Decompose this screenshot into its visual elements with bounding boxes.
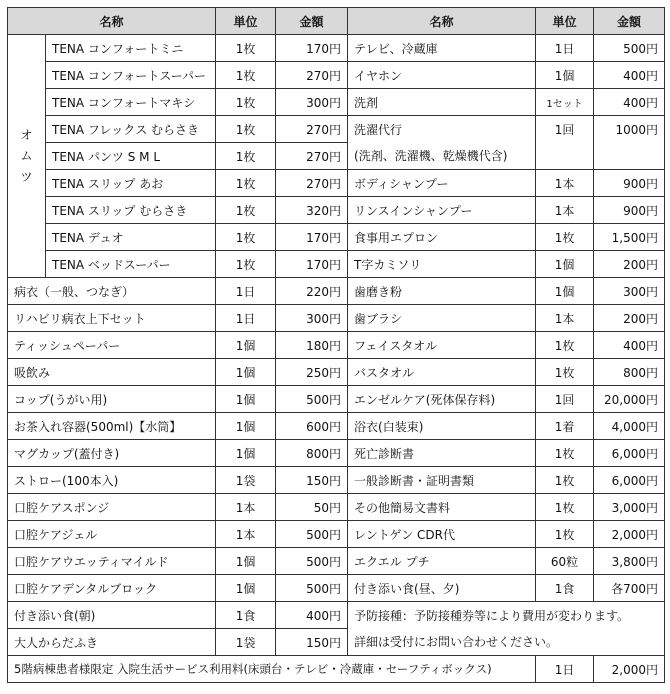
item-name: 口腔ケアウエッティマイルド: [8, 548, 216, 575]
item-price: 2,000円: [594, 521, 665, 548]
item-unit: 1個: [536, 278, 594, 305]
item-name: テレビ、冷蔵庫: [348, 35, 536, 62]
item-unit: 1食: [216, 602, 276, 629]
item-price: 300円: [276, 305, 348, 332]
item-price: 400円: [594, 89, 665, 116]
item-name: リハビリ病衣上下セット: [8, 305, 216, 332]
item-price: 300円: [594, 278, 665, 305]
item-unit: 60粒: [536, 548, 594, 575]
item-price: 20,000円: [594, 386, 665, 413]
item-name: 食事用エプロン: [348, 224, 536, 251]
item-name: 洗剤: [348, 89, 536, 116]
footer-price: 2,000円: [594, 656, 665, 683]
item-unit: 1枚: [536, 359, 594, 386]
item-unit: 1枚: [216, 251, 276, 278]
item-name: TENA フレックス むらさき: [46, 116, 216, 143]
table-row: [8, 521, 665, 548]
item-name: マグカップ(蓋付き): [8, 440, 216, 467]
item-unit: 1枚: [216, 143, 276, 170]
table-row: [8, 197, 665, 224]
item-price: 200円: [594, 251, 665, 278]
item-unit: 1枚: [536, 332, 594, 359]
item-name: 大人からだふき: [8, 629, 216, 656]
item-name: リンスインシャンプー: [348, 197, 536, 224]
header-price-right: 金額: [594, 8, 665, 35]
item-unit: 1枚: [216, 224, 276, 251]
table-row: [8, 575, 665, 602]
item-unit: 1枚: [216, 89, 276, 116]
item-unit: 1日: [536, 35, 594, 62]
item-price: 800円: [594, 359, 665, 386]
note-text: 予防接種：予防接種券等により費用が変わります。: [348, 602, 665, 629]
item-price: 170円: [276, 224, 348, 251]
item-unit: 1回: [536, 116, 594, 143]
item-name: 口腔ケアジェル: [8, 521, 216, 548]
item-name: T字カミソリ: [348, 251, 536, 278]
item-unit: 1袋: [216, 629, 276, 656]
item-price: 50円: [276, 494, 348, 521]
item-unit: 1個: [216, 440, 276, 467]
item-unit: 1本: [536, 305, 594, 332]
item-unit: 1枚: [536, 224, 594, 251]
header-name-right: 名称: [348, 8, 536, 35]
item-price: 300円: [276, 89, 348, 116]
item-name: コップ(うがい用): [8, 386, 216, 413]
item-name: 死亡診断書: [348, 440, 536, 467]
item-unit: 1枚: [216, 62, 276, 89]
item-name: ティッシュペーパー: [8, 332, 216, 359]
item-unit: 1枚: [536, 467, 594, 494]
header-price-left: 金額: [276, 8, 348, 35]
item-unit: 1枚: [216, 197, 276, 224]
item-name: TENA デュオ: [46, 224, 216, 251]
item-name: (洗剤、洗濯機、乾燥機代含): [348, 143, 536, 170]
item-unit: 1日: [216, 278, 276, 305]
item-name: ストロー(100本入): [8, 467, 216, 494]
note-text: 詳細は受付にお問い合わせください。: [348, 629, 665, 656]
item-price: 500円: [276, 386, 348, 413]
table-row: [8, 359, 665, 386]
item-price: 250円: [276, 359, 348, 386]
item-unit: 1個: [536, 251, 594, 278]
item-price: 900円: [594, 170, 665, 197]
header-unit-left: 単位: [216, 8, 276, 35]
item-name: 口腔ケアスポンジ: [8, 494, 216, 521]
item-price: 150円: [276, 467, 348, 494]
item-name: レントゲン CDR代: [348, 521, 536, 548]
table-row: [8, 494, 665, 521]
table-row: [8, 386, 665, 413]
table-row: [8, 224, 665, 251]
item-price: 600円: [276, 413, 348, 440]
item-price: 270円: [276, 62, 348, 89]
item-name: 病衣（一般、つなぎ）: [8, 278, 216, 305]
item-unit: 1個: [216, 386, 276, 413]
item-name: ボディシャンプー: [348, 170, 536, 197]
table-row: [8, 602, 665, 629]
item-unit: 1枚: [216, 170, 276, 197]
item-price: 220円: [276, 278, 348, 305]
table-row: [8, 305, 665, 332]
item-price: 500円: [276, 575, 348, 602]
footer-unit: 1日: [536, 656, 594, 683]
omutsu-label: オ ム ツ: [8, 35, 46, 278]
item-name: TENA コンフォートミニ: [46, 35, 216, 62]
table-row: [8, 251, 665, 278]
item-unit: 1本: [216, 494, 276, 521]
item-name: お茶入れ容器(500ml)【水筒】: [8, 413, 216, 440]
item-price: 3,000円: [594, 494, 665, 521]
header-unit-right: 単位: [536, 8, 594, 35]
item-unit: 1個: [216, 548, 276, 575]
item-price: 180円: [276, 332, 348, 359]
item-unit: 1個: [216, 332, 276, 359]
item-unit: 1個: [216, 359, 276, 386]
item-price: 170円: [276, 251, 348, 278]
item-price: [594, 143, 665, 170]
item-price: 3,800円: [594, 548, 665, 575]
item-unit: 1セット: [536, 89, 594, 116]
item-price: 1,500円: [594, 224, 665, 251]
table-row: [8, 548, 665, 575]
item-unit: 1本: [216, 521, 276, 548]
footer-row: [8, 656, 665, 683]
item-name: TENA パンツ S M L: [46, 143, 216, 170]
item-name: 洗濯代行: [348, 116, 536, 143]
item-unit: 1回: [536, 386, 594, 413]
item-price: 4,000円: [594, 413, 665, 440]
item-unit: 1枚: [536, 494, 594, 521]
item-price: 500円: [594, 35, 665, 62]
item-price: 320円: [276, 197, 348, 224]
table-row: [8, 35, 665, 62]
item-price: 900円: [594, 197, 665, 224]
item-name: TENA スリップ むらさき: [46, 197, 216, 224]
table-row: [8, 440, 665, 467]
item-name: イヤホン: [348, 62, 536, 89]
item-unit: 1本: [536, 170, 594, 197]
item-unit: 1日: [216, 305, 276, 332]
item-unit: [536, 143, 594, 170]
item-name: 浴衣(白装束): [348, 413, 536, 440]
item-price: 400円: [276, 602, 348, 629]
item-price: 200円: [594, 305, 665, 332]
price-table: [7, 7, 665, 683]
table-row: [8, 413, 665, 440]
item-unit: 1食: [536, 575, 594, 602]
item-unit: 1個: [216, 575, 276, 602]
item-price: 6,000円: [594, 440, 665, 467]
item-name: バスタオル: [348, 359, 536, 386]
item-unit: 1袋: [216, 467, 276, 494]
item-unit: 1個: [536, 62, 594, 89]
item-name: 付き添い食(昼、夕): [348, 575, 536, 602]
item-name: 歯ブラシ: [348, 305, 536, 332]
item-price: 270円: [276, 116, 348, 143]
item-name: 歯磨き粉: [348, 278, 536, 305]
table-row: [8, 116, 665, 143]
table-row: [8, 332, 665, 359]
item-price: 各700円: [594, 575, 665, 602]
table-row: [8, 467, 665, 494]
table-row: [8, 278, 665, 305]
item-unit: 1枚: [536, 440, 594, 467]
item-name: フェイスタオル: [348, 332, 536, 359]
table-row: [8, 89, 665, 116]
table-row: [8, 170, 665, 197]
table-row: [8, 629, 665, 656]
item-name: TENA コンフォートスーパー: [46, 62, 216, 89]
header-name-left: 名称: [8, 8, 216, 35]
item-name: 一般診断書・証明書類: [348, 467, 536, 494]
item-name: TENA スリップ あお: [46, 170, 216, 197]
item-name: 口腔ケアデンタルブロック: [8, 575, 216, 602]
item-price: 170円: [276, 35, 348, 62]
item-price: 800円: [276, 440, 348, 467]
item-unit: 1本: [536, 197, 594, 224]
item-price: 500円: [276, 548, 348, 575]
item-price: 6,000円: [594, 467, 665, 494]
item-name: その他簡易文書料: [348, 494, 536, 521]
item-unit: 1枚: [216, 35, 276, 62]
item-price: 500円: [276, 521, 348, 548]
item-name: TENA コンフォートマキシ: [46, 89, 216, 116]
item-name: エンゼルケア(死体保存料): [348, 386, 536, 413]
item-price: 400円: [594, 332, 665, 359]
item-name: TENA ベッドスーパー: [46, 251, 216, 278]
item-price: 270円: [276, 170, 348, 197]
item-unit: 1個: [216, 413, 276, 440]
table-row: [8, 143, 665, 170]
item-unit: 1枚: [216, 116, 276, 143]
item-price: 270円: [276, 143, 348, 170]
item-unit: 1枚: [536, 521, 594, 548]
header-row: [8, 8, 665, 35]
item-price: 150円: [276, 629, 348, 656]
item-unit: 1着: [536, 413, 594, 440]
item-name: 付き添い食(朝): [8, 602, 216, 629]
item-name: 吸飲み: [8, 359, 216, 386]
footer-name: 5階病棟患者様限定 入院生活サービス利用料(床頭台・テレビ・冷蔵庫・セーフティボックス): [8, 656, 536, 683]
item-name: エクエル プチ: [348, 548, 536, 575]
item-price: 1000円: [594, 116, 665, 143]
item-price: 400円: [594, 62, 665, 89]
table-row: [8, 62, 665, 89]
